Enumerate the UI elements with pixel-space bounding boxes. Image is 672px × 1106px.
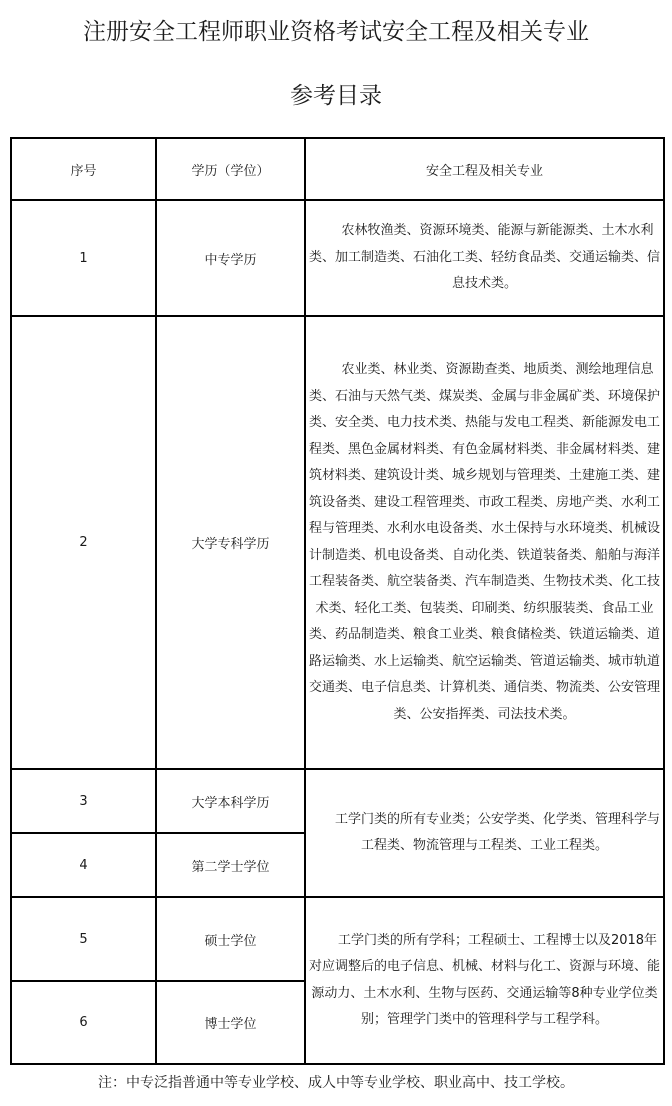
majors-table xyxy=(10,137,665,1065)
document-subtitle: 参考目录 xyxy=(290,83,382,109)
row-education: 硕士学位 xyxy=(156,897,305,981)
row-number: 1 xyxy=(11,200,156,316)
row-education: 大学专科学历 xyxy=(156,316,305,769)
header-education: 学历（学位） xyxy=(156,138,305,200)
table-row xyxy=(11,200,664,316)
document-title: 注册安全工程师职业资格考试安全工程及相关专业 xyxy=(83,19,589,45)
header-majors: 安全工程及相关专业 xyxy=(305,138,664,200)
row-majors: 工学门类的所有学科；工程硕士、工程博士以及2018年对应调整后的电子信息、机械、材料与化工、资源与环境、能源动力、土木水利、生物与医药、交通运输等8种专业学位类别；管理学门类中的管理科学与工程学科。 xyxy=(305,897,664,1064)
row-number: 6 xyxy=(11,981,156,1064)
row-majors: 工学门类的所有专业类；公安学类、化学类、管理科学与工程类、物流管理与工程类、工业工程类。 xyxy=(305,769,664,897)
row-education: 博士学位 xyxy=(156,981,305,1064)
table-header-row xyxy=(11,138,664,200)
row-education: 大学本科学历 xyxy=(156,769,305,833)
row-education: 第二学士学位 xyxy=(156,833,305,897)
header-serial-number: 序号 xyxy=(11,138,156,200)
row-number: 4 xyxy=(11,833,156,897)
row-majors: 农业类、林业类、资源勘查类、地质类、测绘地理信息类、石油与天然气类、煤炭类、金属与非金属矿类、环境保护类、安全类、电力技术类、热能与发电工程类、新能源发电工程类、黑色金属材料类、有色金属材料类、非金属材料类、建筑材料类、建筑设计类、城乡规划与管理类、土建施工类、建筑设备类、建设工程管理类、市政工程类、房地产类、水利工程与管理类、水利水电设备类、水土保持与水环境类、机械设计制造类、机电设备类、自动化类、铁道装备类、船舶与海洋工程装备类、航空装备类、汽车制造类、生物技术类、化工技术类、轻化工类、包装类、印刷类、纺织服装类、食品工业类、药品制造类、粮食工业类、粮食储检类、铁道运输类、道路运输类、水上运输类、航空运输类、管道运输类、城市轨道交通类、电子信息类、计算机类、通信类、物流类、公安管理类、公安指挥类、司法技术类。 xyxy=(305,316,664,769)
row-number: 5 xyxy=(11,897,156,981)
table-row xyxy=(11,897,664,981)
footnote: 注：中专泛指普通中等专业学校、成人中等专业学校、职业高中、技工学校。 xyxy=(98,1075,574,1091)
table-row xyxy=(11,769,664,833)
row-majors: 农林牧渔类、资源环境类、能源与新能源类、土木水利类、加工制造类、石油化工类、轻纺食品类、交通运输类、信息技术类。 xyxy=(305,200,664,316)
row-education: 中专学历 xyxy=(156,200,305,316)
table-row xyxy=(11,316,664,769)
row-number: 3 xyxy=(11,769,156,833)
row-number: 2 xyxy=(11,316,156,769)
